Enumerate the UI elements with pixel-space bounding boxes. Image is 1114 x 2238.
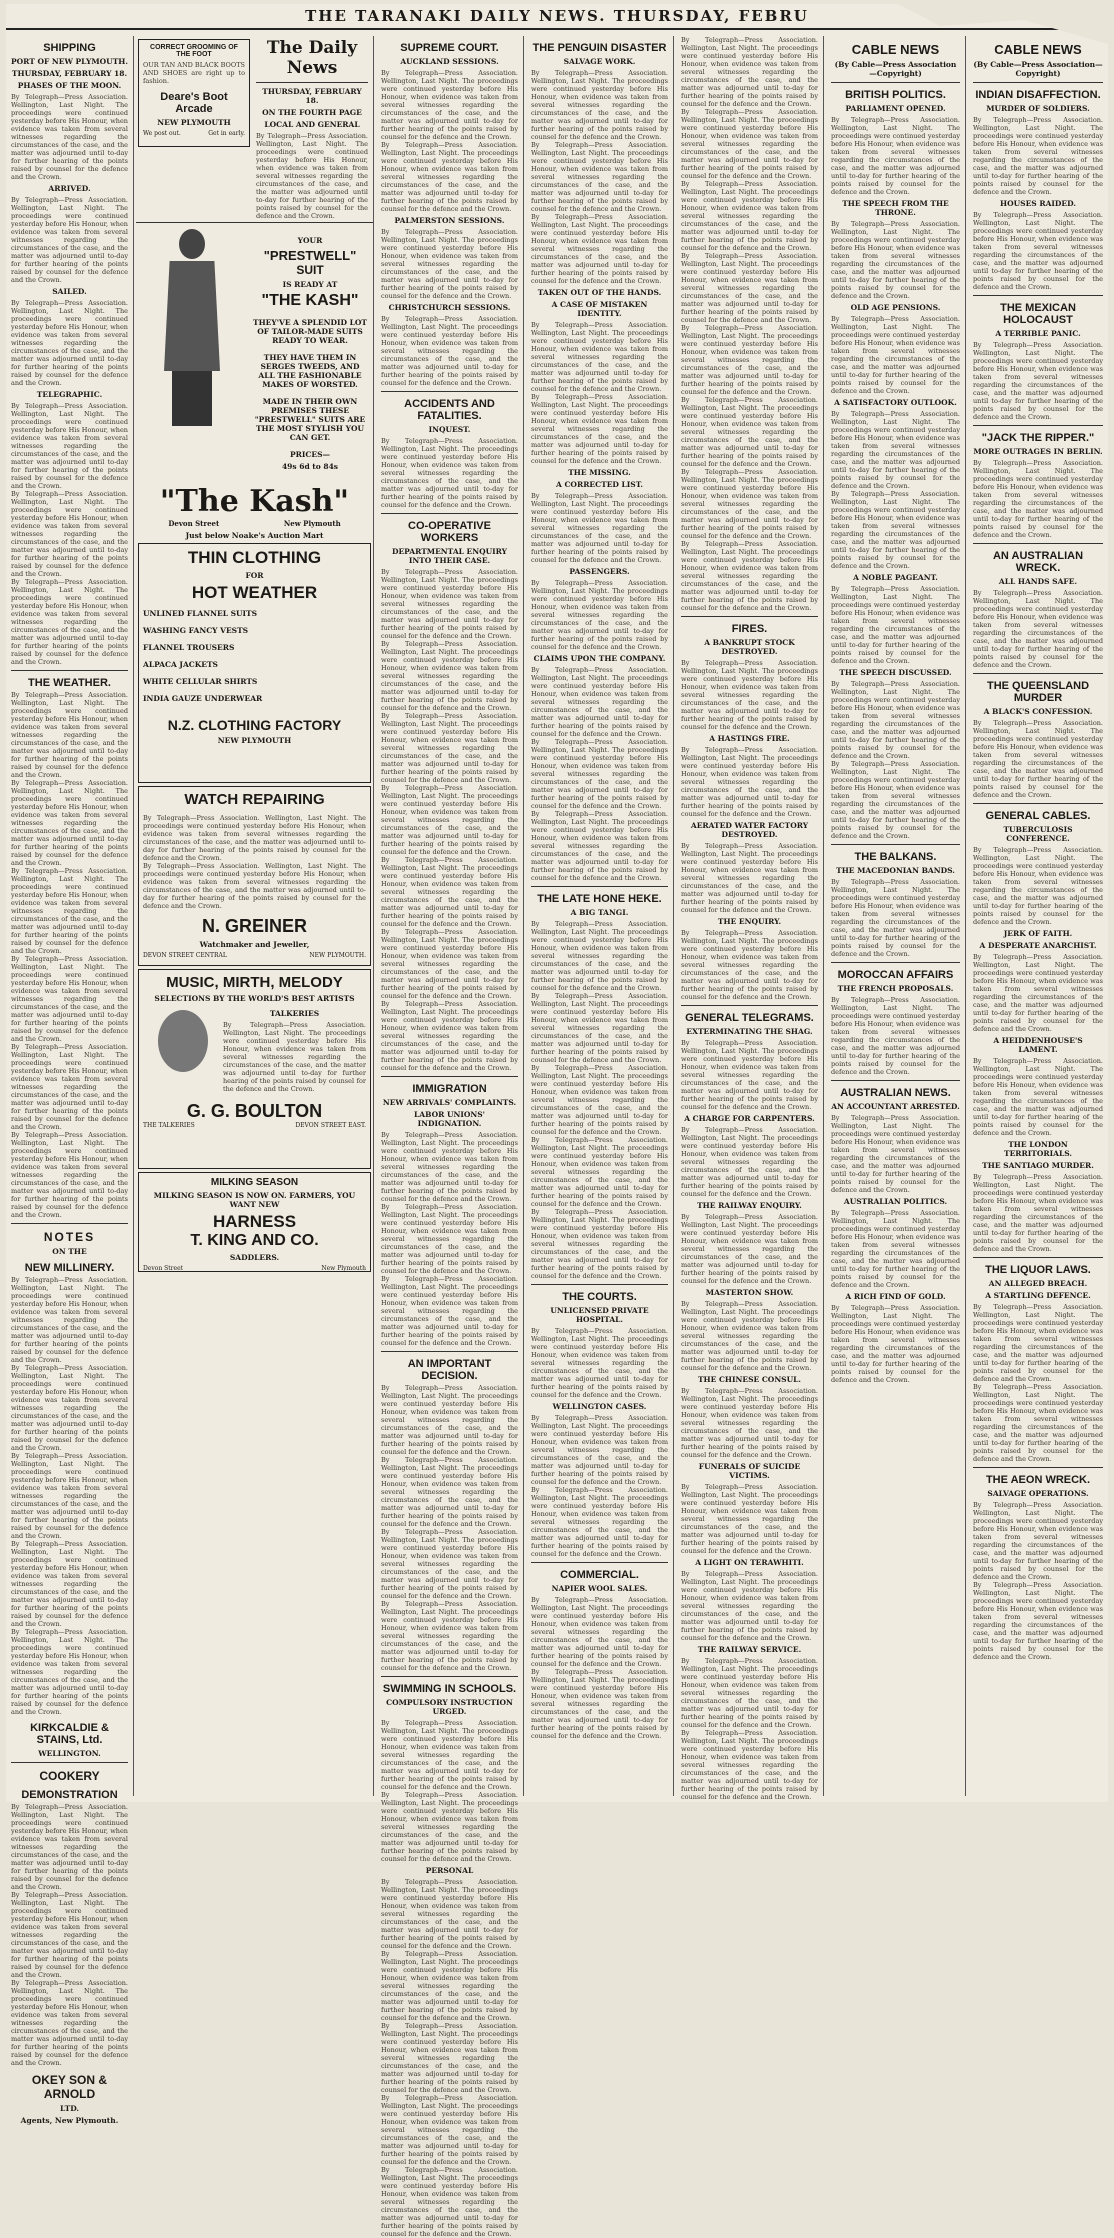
heading-decision: AN IMPORTANT DECISION. — [407, 1358, 492, 1382]
port-label: PORT OF NEW PLYMOUTH. — [11, 57, 128, 66]
heading-general-telegrams: GENERAL TELEGRAMS. — [685, 1012, 814, 1024]
okey-agents: Agents, New Plymouth. — [20, 2116, 119, 2125]
milking-sub: MILKING SEASON IS NOW ON. FARMERS, YOU WANT NEW — [153, 1191, 356, 1209]
filler-text: By Telegraph—Press Association. Wellington, Last Night. The proceedings were continued yesterday before His Honour, when evidence was taken from several witnesses regarding the circumstances of the case, and the matter was adjourned until to-day for further hearing of the points raised by counsel for the defence and the Crown. — [11, 299, 128, 387]
heading-sailed: SAILED. — [52, 287, 87, 296]
french-label: THE FRENCH PROPOSALS. — [837, 984, 954, 993]
filler-text: By Telegraph—Press Association. Wellington, Last Night. The proceedings were continued yesterday before His Honour, when evidence was taken from several witnesses regarding the circumstances of the case, and the matter was adjourned until to-day for further hearing of the points raised by counsel for the defence and the Crown. — [681, 252, 818, 324]
confession-label: A BLACK'S CONFESSION. — [983, 707, 1093, 716]
heading-aeon: THE AEON WRECK. — [985, 1474, 1091, 1486]
heading-accidents: ACCIDENTS AND FATALITIES. — [404, 398, 495, 422]
filler-text: By Telegraph—Press Association. Wellington, Last Night. The proceedings were continued yesterday before His Honour, when evidence was taken from several witnesses regarding the circumstances of the case, and the matter was adjourned until to-day for further hearing of the points raised by counsel for the defence and the Crown. — [11, 1131, 128, 1219]
filler-text: By Telegraph—Press Association. Wellington, Last Night. The proceedings were continued yesterday before His Honour, when evidence was taken from several witnesses regarding the circumstances of the case, and the matter was adjourned until to-day for further hearing of the points raised by counsel for the defence and the Crown. — [831, 680, 960, 760]
startling-label: A STARTLING DEFENCE. — [985, 1291, 1091, 1300]
filler-text: By Telegraph—Press Association. Wellington, Last Night. The proceedings were continued yesterday before His Honour, when evidence was taken from several witnesses regarding the circumstances of the case, and the matter was adjourned until to-day for further hearing of the points raised by counsel for the defence and the Crown. — [531, 492, 668, 564]
heading-moroccan: MOROCCAN AFFAIRS — [837, 969, 954, 981]
boot-name: Deare's Boot Arcade — [160, 91, 228, 115]
filler-text: By Telegraph—Press Association. Wellington, Last Night. The proceedings were continued yesterday before His Honour, when evidence was taken from several witnesses regarding the circumstances of the case, and the matter was adjourned until to-day for further hearing of the points raised by counsel for the defence and the Crown. — [831, 220, 960, 300]
filler-text: By Telegraph—Press Association. Wellington, Last Night. The proceedings were continued yesterday before His Honour, when evidence was taken from several witnesses regarding the circumstances of the case, and the matter was adjourned until to-day for further hearing of the points raised by counsel for the defence and the Crown. — [381, 1384, 518, 1456]
heading-queensland: THE QUEENSLAND MURDER — [986, 680, 1090, 704]
filler-text: By Telegraph—Press Association. Wellington, Last Night. The proceedings were continued yesterday before His Honour, when evidence was taken from several witnesses regarding the circumstances of the case, and the matter was adjourned until to-day for further hearing of the points raised by counsel for the defence and the Crown. — [531, 1596, 668, 1668]
filler-text: By Telegraph—Press Association. Wellington, Last Night. The proceedings were continued yesterday before His Honour, when evidence was taken from several witnesses regarding the circumstances of the case, and the matter was adjourned until to-day for further hearing of the points raised by counsel for the defence and the Crown. — [381, 856, 518, 928]
railway-label: THE RAILWAY ENQUIRY. — [697, 1201, 802, 1210]
filler-text: By Telegraph—Press Association. Wellington, Last Night. The proceedings were continued yesterday before His Honour, when evidence was taken from several witnesses regarding the circumstances of the case, and the matter was adjourned until to-day for further hearing of the points raised by counsel for the defence and the Crown. — [681, 842, 818, 914]
filler-text: By Telegraph—Press Association. Wellington, Last Night. The proceedings were continued yesterday before His Honour, when evidence was taken from several witnesses regarding the circumstances of the case, and the matter was adjourned until to-day for further hearing of the points raised by counsel for the defence and the Crown. — [681, 746, 818, 818]
kash-devon: Devon Street — [168, 519, 220, 528]
filler-text: By Telegraph—Press Association. Wellington, Last Night. The proceedings were continued yesterday before His Honour, when evidence was taken from several witnesses regarding the circumstances of the case, and the matter was adjourned until to-day for further hearing of the points raised by counsel for the defence and the Crown. — [831, 585, 960, 665]
heading-fires: FIRES. — [731, 623, 768, 635]
accountant-label: AN ACCOUNTANT ARRESTED. — [831, 1102, 960, 1111]
filler-text: By Telegraph—Press Association. Wellington, Last Night. The proceedings were continued yesterday before His Honour, when evidence was taken from several witnesses regarding the circumstances of the case, and the matter was adjourned until to-day for further hearing of the points raised by counsel for the defence and the Crown. — [681, 1126, 818, 1198]
murder-label: MURDER OF SOLDIERS. — [986, 104, 1090, 113]
filler-text: By Telegraph—Press Association. Wellington, Last Night. The proceedings were continued yesterday before His Honour, when evidence was taken from several witnesses regarding the circumstances of the case, and the matter was adjourned until to-day for further hearing of the points raised by counsel for the defence and the Crown. — [681, 1483, 818, 1555]
filler-text: By Telegraph—Press Association. Wellington, Last Night. The proceedings were continued yesterday before His Honour, when evidence was taken from several witnesses regarding the circumstances of the case, and the matter was adjourned until to-day for further hearing of the points raised by counsel for the defence and the Crown. — [11, 867, 128, 955]
territorials-label: THE LONDON TERRITORIALS. — [1004, 1140, 1072, 1158]
heading-demonstration: DEMONSTRATION — [21, 1789, 118, 1801]
column-cable-news-1 — [826, 36, 966, 1796]
filler-text: By Telegraph—Press Association. Wellington, Last Night. The proceedings were continued yesterday before His Honour, when evidence was taken from several witnesses regarding the circumstances of the case, and the matter was adjourned until to-day for further hearing of the points raised by counsel for the defence and the Crown. — [973, 953, 1103, 1033]
filler-text: By Telegraph—Press Association. Wellington, Last Night. The proceedings were continued yesterday before His Honour, when evidence was taken from several witnesses regarding the circumstances of the case, and the matter was adjourned until to-day for further hearing of the points raised by counsel for the defence and the Crown. — [11, 1803, 128, 1891]
all-hands-label: ALL HANDS SAFE. — [998, 577, 1078, 586]
filler-text: By Telegraph—Press Association. Wellington, Last Night. The proceedings were continued yesterday before His Honour, when evidence was taken from several witnesses regarding the circumstances of the case, and the matter was adjourned until to-day for further hearing of the points raised by counsel for the defence and the Crown. — [531, 213, 668, 285]
filler-text: By Telegraph—Press Association. Wellington, Last Night. The proceedings were continued yesterday before His Honour, when evidence was taken from several witnesses regarding the circumstances of the case, and the matter was adjourned until to-day for further hearing of the points raised by counsel for the defence and the Crown. — [143, 814, 366, 862]
aerated-label: AERATED WATER FACTORY DESTROYED. — [690, 821, 809, 839]
filler-text: By Telegraph—Press Association. Wellington, Last Night. The proceedings were continued yesterday before His Honour, when evidence was taken from several witnesses regarding the circumstances of the case, and the matter was adjourned until to-day for further hearing of the points raised by counsel for the defence and the Crown. — [381, 1131, 518, 1203]
greiner-city: NEW PLYMOUTH. — [309, 952, 366, 959]
column-cable-news-2 — [968, 36, 1108, 1796]
filler-text: By Telegraph—Press Association. Wellington, Last Night. The proceedings were continued yesterday before His Honour, when evidence was taken from several witnesses regarding the circumstances of the case, and the matter was adjourned until to-day for further hearing of the points raised by counsel for the defence and the Crown. — [531, 1486, 668, 1558]
heading-swimming: SWIMMING IN SCHOOLS. — [382, 1683, 517, 1695]
item-india: INDIA GAUZE UNDERWEAR — [143, 694, 263, 703]
okey-ltd: LTD. — [59, 2104, 80, 2113]
kash-noakes: Just below Noake's Auction Mart — [185, 531, 324, 540]
filler-text: By Telegraph—Press Association. Wellington, Last Night. The proceedings were continued yesterday before His Honour, when evidence was taken from several witnesses regarding the circumstances of the case, and the matter was adjourned until to-day for further hearing of the points raised by counsel for the defence and the Crown. — [831, 760, 960, 840]
boulton-talkeries: THE TALKERIES — [143, 1122, 195, 1129]
paper-name: The Daily News — [266, 38, 358, 78]
filler-text: By Telegraph—Press Association. Wellington, Last Night. The proceedings were continued yesterday before His Honour, when evidence was taken from several witnesses regarding the circumstances of the case, and the matter was adjourned until to-day for further hearing of the points raised by counsel for the defence and the Crown. — [381, 315, 518, 387]
filler-text: By Telegraph—Press Association. Wellington, Last Night. The proceedings were continued yesterday before His Honour, when evidence was taken from several witnesses regarding the circumstances of the case, and the matter was adjourned until to-day for further hearing of the points raised by counsel for the defence and the Crown. — [531, 1668, 668, 1740]
filler-text: By Telegraph—Press Association. Wellington, Last Night. The proceedings were continued yesterday before His Honour, when evidence was taken from several witnesses regarding the circumstances of the case, and the matter was adjourned until to-day for further hearing of the points raised by counsel for the defence and the Crown. — [831, 410, 960, 490]
ready-label: IS READY AT — [282, 280, 338, 289]
heading-australian: AUSTRALIAN NEWS. — [840, 1087, 951, 1099]
filler-text: By Telegraph—Press Association. Wellington, Last Night. The proceedings were continued yesterday before His Honour, when evidence was taken from several witnesses regarding the circumstances of the case, and the matter was adjourned until to-day for further hearing of the points raised by counsel for the defence and the Crown. — [831, 116, 960, 196]
light-label: A LIGHT ON TERAWHITI. — [695, 1558, 804, 1567]
boot-advert — [138, 39, 250, 147]
palmerston-label: PALMERSTON SESSIONS. — [394, 216, 505, 225]
pageant-label: A NOBLE PAGEANT. — [853, 573, 938, 582]
filler-text: By Telegraph—Press Association. Wellington, Last Night. The proceedings were continued yesterday before His Honour, when evidence was taken from several witnesses regarding the circumstances of the case, and the matter was adjourned until to-day for further hearing of the points raised by counsel for the defence and the Crown. — [531, 393, 668, 465]
filler-text: By Telegraph—Press Association. Wellington, Last Night. The proceedings were continued yesterday before His Honour, when evidence was taken from several witnesses regarding the circumstances of the case, and the matter was adjourned until to-day for further hearing of the points raised by counsel for the defence and the Crown. — [831, 315, 960, 395]
filler-text: By Telegraph—Press Association. Wellington, Last Night. The proceedings were continued yesterday before His Honour, when evidence was taken from several witnesses regarding the circumstances of the case, and the matter was adjourned until to-day for further hearing of the points raised by counsel for the defence and the Crown. — [531, 1327, 668, 1399]
filler-text: By Telegraph—Press Association. Wellington, Last Night. The proceedings were continued yesterday before His Honour, when evidence was taken from several witnesses regarding the circumstances of the case, and the matter was adjourned until to-day for further hearing of the points raised by counsel for the defence and the Crown. — [531, 1136, 668, 1208]
heading-wreck: AN AUSTRALIAN WRECK. — [992, 550, 1084, 574]
heading-cookery: COOKERY — [39, 1769, 100, 1783]
new-arrivals-label: NEW ARRIVALS' COMPLAINTS. — [382, 1098, 517, 1107]
heading-liquor: THE LIQUOR LAWS. — [985, 1264, 1091, 1276]
greiner-sub: Watchmaker and Jeweller, — [199, 940, 310, 949]
boot-title: CORRECT GROOMING OF THE FOOT — [150, 44, 238, 58]
greiner-address: DEVON STREET CENTRAL — [143, 952, 227, 959]
heading-general-cables: GENERAL CABLES. — [985, 810, 1091, 822]
christchurch-label: CHRISTCHURCH SESSIONS. — [388, 303, 511, 312]
suit-label: SUIT — [296, 263, 324, 277]
watch-title: WATCH REPAIRING — [184, 791, 325, 808]
claims-label: CLAIMS UPON THE COMPANY. — [533, 654, 666, 663]
boulton-name: G. G. BOULTON — [186, 1101, 323, 1121]
talkeries-title: TALKERIES — [269, 1009, 320, 1018]
kirkcaldie-name: KIRKCALDIE & STAINS, Ltd. — [30, 1722, 109, 1746]
throne-label: THE SPEECH FROM THE THRONE. — [842, 199, 949, 217]
filler-text: By Telegraph—Press Association. Wellington, Last Night. The proceedings were continued yesterday before His Honour, when evidence was taken from several witnesses regarding the circumstances of the case, and the matter was adjourned until to-day for further hearing of the points raised by counsel for the defence and the Crown. — [681, 108, 818, 180]
filler-text: By Telegraph—Press Association. Wellington, Last Night. The proceedings were continued yesterday before His Honour, when evidence was taken from several witnesses regarding the circumstances of the case, and the matter was adjourned until to-day for further hearing of the points raised by counsel for the defence and the Crown. — [531, 738, 668, 810]
masthead: THE TARANAKI DAILY NEWS. THURSDAY, FEBRU — [6, 4, 1108, 30]
item-white: WHITE CELLULAR SHIRTS — [143, 677, 258, 686]
filler-text: By Telegraph—Press Association. Wellington, Last Night. The proceedings were continued yesterday before His Honour, when evidence was taken from several witnesses regarding the circumstances of the case, and the matter was adjourned until to-day for further hearing of the points raised by counsel for the defence and the Crown. — [381, 2166, 518, 2238]
ripper-sub: MORE OUTRAGES IN BERLIN. — [973, 447, 1103, 456]
on-the-label: ON THE — [52, 1247, 87, 1256]
king-np: New Plymouth — [321, 1265, 366, 1272]
filler-text: By Telegraph—Press Association. Wellington, Last Night. The proceedings were continued yesterday before His Honour, when evidence was taken from several witnesses regarding the circumstances of the case, and the matter was adjourned until to-day for further hearing of the points raised by counsel for the defence and the Crown. — [11, 196, 128, 284]
tuberculosis-label: TUBERCULOSIS CONFERENCE. — [1003, 825, 1073, 843]
nz-city: NEW PLYMOUTH — [217, 736, 292, 745]
filler-text: By Telegraph—Press Association. Wellington, Last Night. The proceedings were continued yesterday before His Honour, when evidence was taken from several witnesses regarding the circumstances of the case, and the matter was adjourned until to-day for further hearing of the points raised by counsel for the defence and the Crown. — [973, 846, 1103, 926]
filler-text: By Telegraph—Press Association. Wellington, Last Night. The proceedings were continued yesterday before His Honour, when evidence was taken from several witnesses regarding the circumstances of the case, and the matter was adjourned until to-day for further hearing of the points raised by counsel for the defence and the Crown. — [11, 490, 128, 578]
lament-label: A HEIDDENHOUSE'S LAMENT. — [993, 1036, 1083, 1054]
taken-label: TAKEN OUT OF THE HANDS. — [537, 288, 662, 297]
politics-label: AUSTRALIAN POLITICS. — [843, 1197, 948, 1206]
heading-telegraphic: TELEGRAPHIC. — [36, 390, 103, 399]
filler-text: By Telegraph—Press Association. Wellington, Last Night. The proceedings were continued yesterday before His Honour, when evidence was taken from several witnesses regarding the circumstances of the case, and the matter was adjourned until to-day for further hearing of the points raised by counsel for the defence and the Crown. — [11, 1540, 128, 1628]
prices-value: 49s 6d to 84s — [281, 462, 339, 471]
filler-text: By Telegraph—Press Association. Wellington, Last Night. The proceedings were continued yesterday before His Honour, when evidence was taken from several witnesses regarding the circumstances of the case, and the matter was adjourned until to-day for further hearing of the points raised by counsel for the defence and the Crown. — [381, 2094, 518, 2166]
napier-label: NAPIER WOOL SALES. — [551, 1584, 648, 1593]
gold-label: A RICH FIND OF GOLD. — [845, 1292, 946, 1301]
king-name: T. KING AND CO. — [190, 1232, 319, 1249]
filler-text: By Telegraph—Press Association. Wellington, Last Night. The proceedings were continued yesterday before His Honour, when evidence was taken from several witnesses regarding the circumstances of the case, and the matter was adjourned until to-day for further hearing of the points raised by counsel for the defence and the Crown. — [381, 640, 518, 712]
cable-sub-2: (By Cable—Press Association—Copyright) — [973, 60, 1103, 78]
filler-text: By Telegraph—Press Association. Wellington, Last Night. The proceedings were continued yesterday before His Honour, when evidence was taken from several witnesses regarding the circumstances of the case, and the matter was adjourned until to-day for further hearing of the points raised by counsel for the defence and the Crown. — [973, 341, 1103, 421]
item-flannel: UNLINED FLANNEL SUITS — [143, 609, 258, 618]
thin-title: THIN CLOTHING — [187, 548, 322, 567]
filler-text: By Telegraph—Press Association. Wellington, Last Night. The proceedings were continued yesterday before His Honour, when evidence was taken from several witnesses regarding the circumstances of the case, and the matter was adjourned until to-day for further hearing of the points raised by counsel for the defence and the Crown. — [11, 779, 128, 867]
filler-text: By Telegraph—Press Association. Wellington, Last Night. The proceedings were continued yesterday before His Honour, when evidence was taken from several witnesses regarding the circumstances of the case, and the matter was adjourned until to-day for further hearing of the points raised by counsel for the defence and the Crown. — [381, 1791, 518, 1863]
kash-np: New Plymouth — [283, 519, 341, 528]
hastings-label: A HASTINGS FIRE. — [709, 734, 790, 743]
outlook-label: A SATISFACTORY OUTLOOK. — [834, 398, 957, 407]
okey-name: OKEY SON & ARNOLD — [31, 2073, 108, 2101]
column-supreme-court — [376, 36, 524, 2238]
heading-british: BRITISH POLITICS. — [845, 89, 946, 101]
filler-text: By Telegraph—Press Association. Wellington, Last Night. The proceedings were continued yesterday before His Honour, when evidence was taken from several witnesses regarding the circumstances of the case, and the matter was adjourned until to-day for further hearing of the points raised by counsel for the defence and the Crown. — [681, 1729, 818, 1801]
filler-text: By Telegraph—Press Association. Wellington, Last Night. The proceedings were continued yesterday before His Honour, when evidence was taken from several witnesses regarding the circumstances of the case, and the matter was adjourned until to-day for further hearing of the points raised by counsel for the defence and the Crown. — [681, 1657, 818, 1729]
hot-title: HOT WEATHER — [191, 583, 318, 602]
filler-text: By Telegraph—Press Association. Wellington, Last Night. The proceedings were continued yesterday before His Honour, when evidence was taken from several witnesses regarding the circumstances of the case, and the matter was adjourned until to-day for further hearing of the points raised by counsel for the defence and the Crown. — [973, 116, 1103, 196]
filler-text: By Telegraph—Press Association. Wellington, Last Night. The proceedings were continued yesterday before His Honour, when evidence was taken from several witnesses regarding the circumstances of the case, and the matter was adjourned until to-day for further hearing of the points raised by counsel for the defence and the Crown. — [381, 1878, 518, 1950]
filler-text: By Telegraph—Press Association. Wellington, Last Night. The proceedings were continued yesterday before His Honour, when evidence was taken from several witnesses regarding the circumstances of the case, and the matter was adjourned until to-day for further hearing of the points raised by counsel for the defence and the Crown. — [381, 69, 518, 141]
carpenters-label: A CHARGE FOR CARPENTERS. — [684, 1114, 815, 1123]
filler-text: By Telegraph—Press Association. Wellington, Last Night. The proceedings were continued yesterday before His Honour, when evidence was taken from several witnesses regarding the circumstances of the case, and the matter was adjourned until to-day for further hearing of the points raised by counsel for the defence and the Crown. — [831, 1304, 960, 1384]
filler-text: By Telegraph—Press Association. Wellington, Last Night. The proceedings were continued yesterday before His Honour, when evidence was taken from several witnesses regarding the circumstances of the case, and the matter was adjourned until to-day for further hearing of the points raised by counsel for the defence and the Crown. — [11, 1364, 128, 1452]
newspaper-page — [6, 4, 1108, 2238]
filler-text: By Telegraph—Press Association. Wellington, Last Night. The proceedings were continued yesterday before His Honour, when evidence was taken from several witnesses regarding the circumstances of the case, and the matter was adjourned until to-day for further hearing of the points raised by counsel for the defence and the Crown. — [143, 862, 366, 910]
greiner-name: N. GREINER — [201, 916, 307, 936]
filler-text: By Telegraph—Press Association. Wellington, Last Night. The proceedings were continued yesterday before His Honour, when evidence was taken from several witnesses regarding the circumstances of the case, and the matter was adjourned until to-day for further hearing of the points raised by counsel for the defence and the Crown. — [681, 324, 818, 396]
prestwell-label: "PRESTWELL" — [263, 248, 357, 263]
filler-text: By Telegraph—Press Association. Wellington, Last Night. The proceedings were continued yesterday before His Honour, when evidence was taken from several witnesses regarding the circumstances of the case, and the matter was adjourned until to-day for further hearing of the points raised by counsel for the defence and the Crown. — [381, 568, 518, 640]
filler-text: By Telegraph—Press Association. Wellington, Last Night. The proceedings were continued yesterday before His Honour, when evidence was taken from several witnesses regarding the circumstances of the case, and the matter was adjourned until to-day for further hearing of the points raised by counsel for the defence and the Crown. — [381, 1719, 518, 1791]
heading-balkans: THE BALKANS. — [854, 851, 937, 863]
santiago-label: THE SANTIAGO MURDER. — [982, 1161, 1094, 1170]
filler-text: By Telegraph—Press Association. Wellington, Last Night. The proceedings were continued yesterday before His Honour, when evidence was taken from several witnesses regarding the circumstances of the case, and the matter was adjourned until to-day for further hearing of the points raised by counsel for the defence and the Crown. — [831, 1114, 960, 1194]
inquest-label: INQUEST. — [428, 425, 471, 434]
filler-text: By Telegraph—Press Association. Wellington, Last Night. The proceedings were continued yesterday before His Honour, when evidence was taken from several witnesses regarding the circumstances of the case, and the matter was adjourned until to-day for further hearing of the points raised by counsel for the defence and the Crown. — [381, 1456, 518, 1528]
boot-city: NEW PLYMOUTH — [157, 118, 231, 127]
filler-text: By Telegraph—Press Association. Wellington, Last Night. The proceedings were continued yesterday before His Honour, when evidence was taken from several witnesses regarding the circumstances of the case, and the matter was adjourned until to-day for further hearing of the points raised by counsel for the defence and the Crown. — [531, 1064, 668, 1136]
portrait-illustration — [158, 1010, 208, 1072]
filler-text: By Telegraph—Press Association. Wellington, Last Night. The proceedings were continued yesterday before His Honour, when evidence was taken from several witnesses regarding the circumstances of the case, and the matter was adjourned until to-day for further hearing of the points raised by counsel for the defence and the Crown. — [531, 666, 668, 738]
filler-text: By Telegraph—Press Association. Wellington, Last Night. The proceedings were continued yesterday before His Honour, when evidence was taken from several witnesses regarding the circumstances of the case, and the matter was adjourned until to-day for further hearing of the points raised by counsel for the defence and the Crown. — [531, 810, 668, 882]
premises-text: MADE IN THEIR OWN PREMISES THESE "PRESTWELL" SUITS ARE THE MOST STYLISH YOU CAN GET. — [254, 397, 366, 442]
enquiry-label: THE ENQUIRY. — [717, 917, 782, 926]
filler-text: By Telegraph—Press Association. Wellington, Last Night. The proceedings were continued yesterday before His Honour, when evidence was taken from several witnesses regarding the circumstances of the case, and the matter was adjourned until to-day for further hearing of the points raised by counsel for the defence and the Crown. — [973, 1303, 1103, 1383]
date-label: THURSDAY, FEBRUARY 18. — [11, 69, 128, 78]
wellington-cases-label: WELLINGTON CASES. — [552, 1402, 647, 1411]
filler-text: By Telegraph—Press Association. Wellington, Last Night. The proceedings were continued yesterday before His Honour, when evidence was taken from several witnesses regarding the circumstances of the case, and the matter was adjourned until to-day for further hearing of the points raised by counsel for the defence and the Crown. — [381, 228, 518, 300]
filler-text: By Telegraph—Press Association. Wellington, Last Night. The proceedings were continued yesterday before His Honour, when evidence was taken from several witnesses regarding the circumstances of the case, and the matter was adjourned until to-day for further hearing of the points raised by counsel for the defence and the Crown. — [973, 1057, 1103, 1137]
bankrupt-label: A BANKRUPT STOCK DESTROYED. — [704, 638, 795, 656]
filler-text: By Telegraph—Press Association. Wellington, Last Night. The proceedings were continued yesterday before His Honour, when evidence was taken from several witnesses regarding the circumstances of the case, and the matter was adjourned until to-day for further hearing of the points raised by counsel for the defence and the Crown. — [973, 459, 1103, 539]
filler-text: By Telegraph—Press Association. Wellington, Last Night. The proceedings were continued yesterday before His Honour, when evidence was taken from several witnesses regarding the circumstances of the case, and the matter was adjourned until to-day for further hearing of the points raised by counsel for the defence and the Crown. — [681, 1039, 818, 1111]
boulton-address: DEVON STREET EAST. — [295, 1122, 366, 1129]
your-label: YOUR — [297, 236, 323, 245]
king-saddlers: SADDLERS. — [229, 1253, 280, 1262]
boot-body: OUR TAN AND BLACK BOOTS AND SHOES are right up to fashion. — [143, 61, 245, 85]
filler-text: By Telegraph—Press Association. Wellington, Last Night. The proceedings were continued yesterday before His Honour, when evidence was taken from several witnesses regarding the circumstances of the case, and the matter was adjourned until to-day for further hearing of the points raised by counsel for the defence and the Crown. — [531, 321, 668, 393]
filler-text: By Telegraph—Press Association. Wellington, Last Night. The proceedings were continued yesterday before His Honour, when evidence was taken from several witnesses regarding the circumstances of the case, and the matter was adjourned until to-day for further hearing of the points raised by counsel for the defence and the Crown. — [531, 1208, 668, 1280]
parliament-label: PARLIAMENT OPENED. — [845, 104, 946, 113]
paper-date: THURSDAY, FEBRUARY 18. — [262, 87, 362, 105]
heading-cable: CABLE NEWS — [851, 42, 940, 57]
filler-text: By Telegraph—Press Association. Wellington, Last Night. The proceedings were continued yesterday before His Honour, when evidence was taken from several witnesses regarding the circumstances of the case, and the matter was adjourned until to-day for further hearing of the points raised by counsel for the defence and the Crown. — [681, 659, 818, 731]
filler-text: By Telegraph—Press Association. Wellington, Last Night. The proceedings were continued yesterday before His Honour, when evidence was taken from several witnesses regarding the circumstances of the case, and the matter was adjourned until to-day for further hearing of the points raised by counsel for the defence and the Crown. — [381, 1000, 518, 1072]
filler-text: By Telegraph—Press Association. Wellington, Last Night. The proceedings were continued yesterday before His Honour, when evidence was taken from several witnesses regarding the circumstances of the case, and the matter was adjourned until to-day for further hearing of the points raised by counsel for the defence and the Crown. — [973, 1581, 1103, 1661]
filler-text: By Telegraph—Press Association. Wellington, Last Night. The proceedings were continued yesterday before His Honour, when evidence was taken from several witnesses regarding the circumstances of the case, and the matter was adjourned until to-day for further hearing of the points raised by counsel for the defence and the Crown. — [531, 920, 668, 992]
houses-label: HOUSES RAIDED. — [1000, 199, 1076, 208]
filler-text: By Telegraph—Press Association. Wellington, Last Night. The proceedings were continued yesterday before His Honour, when evidence was taken from several witnesses regarding the circumstances of the case, and the matter was adjourned until to-day for further hearing of the points raised by counsel for the defence and the Crown. — [381, 928, 518, 1000]
identity-label: A CASE OF MISTAKEN IDENTITY. — [551, 300, 648, 318]
passengers-label: PASSENGERS. — [569, 567, 630, 576]
anarchist-label: A DESPERATE ANARCHIST. — [979, 941, 1097, 950]
filler-text: By Telegraph—Press Association. Wellington, Last Night. The proceedings were continued yesterday before His Honour, when evidence was taken from several witnesses regarding the circumstances of the case, and the matter was adjourned until to-day for further hearing of the points raised by counsel for the defence and the Crown. — [681, 929, 818, 1001]
cable-sub: (By Cable—Press Association—Copyright) — [834, 60, 957, 78]
music-advert — [138, 969, 371, 1169]
filler-text: By Telegraph—Press Association. Wellington, Last Night. The proceedings were continued yesterday before His Honour, when evidence was taken from several witnesses regarding the circumstances of the case, and the matter was adjourned until to-day for further hearing of the points raised by counsel for the defence and the Crown. — [381, 784, 518, 856]
suit-illustration — [162, 229, 222, 429]
heading-mexican: THE MEXICAN HOLOCAUST — [1000, 302, 1076, 326]
masterton-label: MASTERTON SHOW. — [705, 1288, 794, 1297]
old-age-label: OLD AGE PENSIONS. — [850, 303, 941, 312]
filler-text: By Telegraph—Press Association. Wellington, Last Night. The proceedings were continued yesterday before His Honour, when evidence was taken from several witnesses regarding the circumstances of the case, and the matter was adjourned until to-day for further hearing of the points raised by counsel for the defence and the Crown. — [831, 490, 960, 570]
splendid-text: THEY'VE A SPLENDID LOT OF TAILOR-MADE SUITS READY TO WEAR. — [252, 318, 368, 345]
column-fires — [676, 36, 824, 1801]
column-adverts — [136, 36, 374, 1796]
tangi-label: A BIG TANGI. — [570, 908, 629, 917]
filler-text: By Telegraph—Press Association. Wellington, Last Night. The proceedings were continued yesterday before His Honour, when evidence was taken from several witnesses regarding the circumstances of the case, and the matter was adjourned until to-day for further hearing of the points raised by counsel for the defence and the Crown. — [531, 579, 668, 651]
coop-sub: DEPARTMENTAL ENQUIRY INTO THEIR CASE. — [391, 547, 508, 565]
heading-ripper: "JACK THE RIPPER." — [981, 432, 1095, 444]
king-devon: Devon Street — [143, 1265, 184, 1272]
alleged-label: AN ALLEGED BREACH. — [988, 1279, 1088, 1288]
filler-text: By Telegraph—Press Association. Wellington, Last Night. The proceedings were continued yesterday before His Honour, when evidence was taken from several witnesses regarding the circumstances of the case, and the matter was adjourned until to-day for further hearing of the points raised by counsel for the defence and the Crown. — [11, 1043, 128, 1131]
filler-text: By Telegraph—Press Association. Wellington, Last Night. The proceedings were continued yesterday before His Honour, when evidence was taken from several witnesses regarding the circumstances of the case, and the matter was adjourned until to-day for further hearing of the points raised by counsel for the defence and the Crown. — [256, 132, 368, 220]
filler-text: By Telegraph—Press Association. Wellington, Last Night. The proceedings were continued yesterday before His Honour, when evidence was taken from several witnesses regarding the circumstances of the case, and the matter was adjourned until to-day for further hearing of the points raised by counsel for the defence and the Crown. — [831, 1209, 960, 1289]
kash-big-title: "The Kash" — [159, 484, 350, 519]
harness-title: HARNESS — [212, 1212, 297, 1231]
item-alpaca: ALPACA JACKETS — [143, 660, 218, 669]
salvage-ops-label: SALVAGE OPERATIONS. — [987, 1489, 1089, 1498]
funerals-label: FUNERALS OF SUICIDE VICTIMS. — [698, 1462, 801, 1480]
kirkcaldie-city: WELLINGTON. — [38, 1749, 101, 1758]
music-title: MUSIC, MIRTH, MELODY — [166, 974, 343, 991]
filler-text: By Telegraph—Press Association. Wellington, Last Night. The proceedings were continued yesterday before His Honour, when evidence was taken from several witnesses regarding the circumstances of the case, and the matter was adjourned until to-day for further hearing of the points raised by counsel for the defence and the Crown. — [531, 69, 668, 141]
filler-text: By Telegraph—Press Association. Wellington, Last Night. The proceedings were continued yesterday before His Honour, when evidence was taken from several witnesses regarding the circumstances of the case, and the matter was adjourned until to-day for further hearing of the points raised by counsel for the defence and the Crown. — [11, 1452, 128, 1540]
filler-text: By Telegraph—Press Association. Wellington, Last Night. The proceedings were continued yesterday before His Honour, when evidence was taken from several witnesses regarding the circumstances of the case, and the matter was adjourned until to-day for further hearing of the points raised by counsel for the defence and the Crown. — [681, 540, 818, 612]
filler-text: By Telegraph—Press Association. Wellington, Last Night. The proceedings were continued yesterday before His Honour, when evidence was taken from several witnesses regarding the circumstances of the case, and the matter was adjourned until to-day for further hearing of the points raised by counsel for the defence and the Crown. — [831, 878, 960, 958]
serges-text: THEY HAVE THEM IN SERGES TWEEDS, AND ALL THE FASHIONABLE MAKES OF WORSTED. — [258, 353, 362, 389]
macedonian-label: THE MACEDONIAN BANDS. — [836, 866, 955, 875]
shag-label: EXTERMINATING THE SHAG. — [686, 1027, 813, 1036]
nz-factory: N.Z. CLOTHING FACTORY — [167, 717, 342, 733]
filler-text: By Telegraph—Press Association. Wellington, Last Night. The proceedings were continued yesterday before His Honour, when evidence was taken from several witnesses regarding the circumstances of the case, and the matter was adjourned until to-day for further hearing of the points raised by counsel for the defence and the Crown. — [973, 1173, 1103, 1253]
heading-heke: THE LATE HONE HEKE. — [537, 893, 662, 905]
filler-text: By Telegraph—Press Association. Wellington, Last Night. The proceedings were continued yesterday before His Honour, when evidence was taken from several witnesses regarding the circumstances of the case, and the matter was adjourned until to-day for further hearing of the points raised by counsel for the defence and the Crown. — [223, 1021, 366, 1093]
auckland-label: AUCKLAND SESSIONS. — [400, 57, 499, 66]
filler-text: By Telegraph—Press Association. Wellington, Last Night. The proceedings were continued yesterday before His Honour, when evidence was taken from several witnesses regarding the circumstances of the case, and the matter was adjourned until to-day for further hearing of the points raised by counsel for the defence and the Crown. — [11, 955, 128, 1043]
speech-label: THE SPEECH DISCUSSED. — [839, 668, 952, 677]
filler-text: By Telegraph—Press Association. Wellington, Last Night. The proceedings were continued yesterday before His Honour, when evidence was taken from several witnesses regarding the circumstances of the case, and the matter was adjourned until to-day for further hearing of the points raised by counsel for the defence and the Crown. — [11, 93, 128, 181]
jerk-label: JERK OF FAITH. — [1003, 929, 1073, 938]
filler-text: By Telegraph—Press Association. Wellington, Last Night. The proceedings were continued yesterday before His Honour, when evidence was taken from several witnesses regarding the circumstances of the case, and the matter was adjourned until to-day for further hearing of the points raised by counsel for the defence and the Crown. — [681, 468, 818, 540]
local-general: LOCAL AND GENERAL — [264, 120, 360, 129]
filler-text: By Telegraph—Press Association. Wellington, Last Night. The proceedings were continued yesterday before His Honour, when evidence was taken from several witnesses regarding the circumstances of the case, and the matter was adjourned until to-day for further hearing of the points raised by counsel for the defence and the Crown. — [381, 1275, 518, 1347]
filler-text: By Telegraph—Press Association. Wellington, Last Night. The proceedings were continued yesterday before His Honour, when evidence was taken from several witnesses regarding the circumstances of the case, and the matter was adjourned until to-day for further hearing of the points raised by counsel for the defence and the Crown. — [381, 712, 518, 784]
railway-service-label: THE RAILWAY SERVICE. — [697, 1645, 802, 1654]
missing-label: THE MISSING. — [568, 468, 631, 477]
heading-millinery: NEW MILLINERY. — [24, 1262, 115, 1274]
prices-label: PRICES— — [290, 450, 330, 459]
music-sub: SELECTIONS BY THE WORLD'S BEST ARTISTS — [154, 994, 355, 1003]
heading-indian: INDIAN DISAFFECTION. — [975, 89, 1101, 101]
milking-title: MILKING SEASON — [210, 1177, 299, 1188]
column-shipping — [6, 36, 134, 2125]
heading-notes: NOTES — [43, 1230, 96, 1244]
filler-text: By Telegraph—Press Association. Wellington, Last Night. The proceedings were continued yesterday before His Honour, when evidence was taken from several witnesses regarding the circumstances of the case, and the matter was adjourned until to-day for further hearing of the points raised by counsel for the defence and the Crown. — [381, 1528, 518, 1600]
filler-text: By Telegraph—Press Association. Wellington, Last Night. The proceedings were continued yesterday before His Honour, when evidence was taken from several witnesses regarding the circumstances of the case, and the matter was adjourned until to-day for further hearing of the points raised by counsel for the defence and the Crown. — [11, 1276, 128, 1364]
filler-text: By Telegraph—Press Association. Wellington, Last Night. The proceedings were continued yesterday before His Honour, when evidence was taken from several witnesses regarding the circumstances of the case, and the matter was adjourned until to-day for further hearing of the points raised by counsel for the defence and the Crown. — [973, 211, 1103, 291]
kash-label: "THE KASH" — [261, 292, 359, 309]
item-washing: WASHING FANCY VESTS — [143, 626, 249, 635]
heading-penguin: THE PENGUIN DISASTER — [532, 42, 667, 54]
filler-text: By Telegraph—Press Association. Wellington, Last Night. The proceedings were continued yesterday before His Honour, when evidence was taken from several witnesses regarding the circumstances of the case, and the matter was adjourned until to-day for further hearing of the points raised by counsel for the defence and the Crown. — [681, 36, 818, 108]
item-flannel-trousers: FLANNEL TROUSERS — [143, 643, 235, 652]
heading-cable-2: CABLE NEWS — [994, 42, 1082, 57]
filler-text: By Telegraph—Press Association. Wellington, Last Night. The proceedings were continued yesterday before His Honour, when evidence was taken from several witnesses regarding the circumstances of the case, and the matter was adjourned until to-day for further hearing of the points raised by counsel for the defence and the Crown. — [531, 992, 668, 1064]
column-penguin — [526, 36, 674, 1796]
heading-commercial: COMMERCIAL. — [560, 1569, 639, 1581]
filler-text: By Telegraph—Press Association. Wellington, Last Night. The proceedings were continued yesterday before His Honour, when evidence was taken from several witnesses regarding the circumstances of the case, and the matter was adjourned until to-day for further hearing of the points raised by counsel for the defence and the Crown. — [11, 1979, 128, 2067]
filler-text: By Telegraph—Press Association. Wellington, Last Night. The proceedings were continued yesterday before His Honour, when evidence was taken from several witnesses regarding the circumstances of the case, and the matter was adjourned until to-day for further hearing of the points raised by counsel for the defence and the Crown. — [11, 402, 128, 490]
filler-text: By Telegraph—Press Association. Wellington, Last Night. The proceedings were continued yesterday before His Honour, when evidence was taken from several witnesses regarding the circumstances of the case, and the matter was adjourned until to-day for further hearing of the points raised by counsel for the defence and the Crown. — [681, 1387, 818, 1459]
heading-courts: THE COURTS. — [562, 1291, 637, 1303]
chinese-label: THE CHINESE CONSUL. — [697, 1375, 802, 1384]
filler-text: By Telegraph—Press Association. Wellington, Last Night. The proceedings were continued yesterday before His Honour, when evidence was taken from several witnesses regarding the circumstances of the case, and the matter was adjourned until to-day for further hearing of the points raised by counsel for the defence and the Crown. — [11, 578, 128, 666]
for-label: FOR — [245, 571, 264, 580]
filler-text: By Telegraph—Press Association. Wellington, Last Night. The proceedings were continued yesterday before His Honour, when evidence was taken from several witnesses regarding the circumstances of the case, and the matter was adjourned until to-day for further hearing of the points raised by counsel for the defence and the Crown. — [381, 437, 518, 509]
boot-post: We post out. — [143, 130, 181, 137]
panic-label: A TERRIBLE PANIC. — [995, 329, 1081, 338]
personal-label: PERSONAL — [425, 1866, 474, 1875]
filler-text: By Telegraph—Press Association. Wellington, Last Night. The proceedings were continued yesterday before His Honour, when evidence was taken from several witnesses regarding the circumstances of the case, and the matter was adjourned until to-day for further hearing of the points raised by counsel for the defence and the Crown. — [681, 1570, 818, 1642]
harness-advert — [138, 1172, 371, 1272]
filler-text: By Telegraph—Press Association. Wellington, Last Night. The proceedings were continued yesterday before His Honour, when evidence was taken from several witnesses regarding the circumstances of the case, and the matter was adjourned until to-day for further hearing of the points raised by counsel for the defence and the Crown. — [973, 589, 1103, 669]
labour-label: LABOR UNIONS' INDIGNATION. — [414, 1110, 485, 1128]
unlicensed-label: UNLICENSED PRIVATE HOSPITAL. — [550, 1306, 649, 1324]
heading-supreme: SUPREME COURT. — [400, 42, 499, 54]
filler-text: By Telegraph—Press Association. Wellington, Last Night. The proceedings were continued yesterday before His Honour, when evidence was taken from several witnesses regarding the circumstances of the case, and the matter was adjourned until to-day for further hearing of the points raised by counsel for the defence and the Crown. — [681, 1300, 818, 1372]
salvage-label: SALVAGE WORK. — [563, 57, 636, 66]
filler-text: By Telegraph—Press Association. Wellington, Last Night. The proceedings were continued yesterday before His Honour, when evidence was taken from several witnesses regarding the circumstances of the case, and the matter was adjourned until to-day for further hearing of the points raised by counsel for the defence and the Crown. — [973, 719, 1103, 799]
moon-label: PHASES OF THE MOON. — [17, 81, 122, 90]
compulsory-label: COMPULSORY INSTRUCTION URGED. — [386, 1698, 513, 1716]
filler-text: By Telegraph—Press Association. Wellington, Last Night. The proceedings were continued yesterday before His Honour, when evidence was taken from several witnesses regarding the circumstances of the case, and the matter was adjourned until to-day for further hearing of the points raised by counsel for the defence and the Crown. — [531, 141, 668, 213]
watch-advert — [138, 786, 371, 966]
fourth-page: ON THE FOURTH PAGE — [262, 108, 362, 117]
filler-text: By Telegraph—Press Association. Wellington, Last Night. The proceedings were continued yesterday before His Honour, when evidence was taken from several witnesses regarding the circumstances of the case, and the matter was adjourned until to-day for further hearing of the points raised by counsel for the defence and the Crown. — [531, 1414, 668, 1486]
thin-clothing-advert — [138, 543, 371, 783]
heading-arrived: ARRIVED. — [48, 184, 91, 193]
filler-text: By Telegraph—Press Association. Wellington, Last Night. The proceedings were continued yesterday before His Honour, when evidence was taken from several witnesses regarding the circumstances of the case, and the matter was adjourned until to-day for further hearing of the points raised by counsel for the defence and the Crown. — [973, 1501, 1103, 1581]
filler-text: By Telegraph—Press Association. Wellington, Last Night. The proceedings were continued yesterday before His Honour, when evidence was taken from several witnesses regarding the circumstances of the case, and the matter was adjourned until to-day for further hearing of the points raised by counsel for the defence and the Crown. — [381, 141, 518, 213]
filler-text: By Telegraph—Press Association. Wellington, Last Night. The proceedings were continued yesterday before His Honour, when evidence was taken from several witnesses regarding the circumstances of the case, and the matter was adjourned until to-day for further hearing of the points raised by counsel for the defence and the Crown. — [381, 2022, 518, 2094]
filler-text: By Telegraph—Press Association. Wellington, Last Night. The proceedings were continued yesterday before His Honour, when evidence was taken from several witnesses regarding the circumstances of the case, and the matter was adjourned until to-day for further hearing of the points raised by counsel for the defence and the Crown. — [681, 396, 818, 468]
filler-text: By Telegraph—Press Association. Wellington, Last Night. The proceedings were continued yesterday before His Honour, when evidence was taken from several witnesses regarding the circumstances of the case, and the matter was adjourned until to-day for further hearing of the points raised by counsel for the defence and the Crown. — [681, 1213, 818, 1285]
filler-text: By Telegraph—Press Association. Wellington, Last Night. The proceedings were continued yesterday before His Honour, when evidence was taken from several witnesses regarding the circumstances of the case, and the matter was adjourned until to-day for further hearing of the points raised by counsel for the defence and the Crown. — [381, 1950, 518, 2022]
filler-text: By Telegraph—Press Association. Wellington, Last Night. The proceedings were continued yesterday before His Honour, when evidence was taken from several witnesses regarding the circumstances of the case, and the matter was adjourned until to-day for further hearing of the points raised by counsel for the defence and the Crown. — [11, 691, 128, 779]
filler-text: By Telegraph—Press Association. Wellington, Last Night. The proceedings were continued yesterday before His Honour, when evidence was taken from several witnesses regarding the circumstances of the case, and the matter was adjourned until to-day for further hearing of the points raised by counsel for the defence and the Crown. — [11, 1891, 128, 1979]
corrected-label: A CORRECTED LIST. — [556, 480, 643, 489]
filler-text: By Telegraph—Press Association. Wellington, Last Night. The proceedings were continued yesterday before His Honour, when evidence was taken from several witnesses regarding the circumstances of the case, and the matter was adjourned until to-day for further hearing of the points raised by counsel for the defence and the Crown. — [831, 996, 960, 1076]
heading-shipping: SHIPPING — [43, 42, 96, 54]
filler-text: By Telegraph—Press Association. Wellington, Last Night. The proceedings were continued yesterday before His Honour, when evidence was taken from several witnesses regarding the circumstances of the case, and the matter was adjourned until to-day for further hearing of the points raised by counsel for the defence and the Crown. — [381, 1600, 518, 1672]
heading-weather: THE WEATHER. — [28, 677, 111, 689]
filler-text: By Telegraph—Press Association. Wellington, Last Night. The proceedings were continued yesterday before His Honour, when evidence was taken from several witnesses regarding the circumstances of the case, and the matter was adjourned until to-day for further hearing of the points raised by counsel for the defence and the Crown. — [681, 180, 818, 252]
filler-text: By Telegraph—Press Association. Wellington, Last Night. The proceedings were continued yesterday before His Honour, when evidence was taken from several witnesses regarding the circumstances of the case, and the matter was adjourned until to-day for further hearing of the points raised by counsel for the defence and the Crown. — [973, 1383, 1103, 1463]
heading-immigration: IMMIGRATION — [412, 1083, 487, 1095]
filler-text: By Telegraph—Press Association. Wellington, Last Night. The proceedings were continued yesterday before His Honour, when evidence was taken from several witnesses regarding the circumstances of the case, and the matter was adjourned until to-day for further hearing of the points raised by counsel for the defence and the Crown. — [11, 1628, 128, 1716]
heading-coop: CO-OPERATIVE WORKERS — [408, 520, 491, 544]
filler-text: By Telegraph—Press Association. Wellington, Last Night. The proceedings were continued yesterday before His Honour, when evidence was taken from several witnesses regarding the circumstances of the case, and the matter was adjourned until to-day for further hearing of the points raised by counsel for the defence and the Crown. — [381, 1203, 518, 1275]
boot-early: Get in early. — [208, 130, 245, 137]
